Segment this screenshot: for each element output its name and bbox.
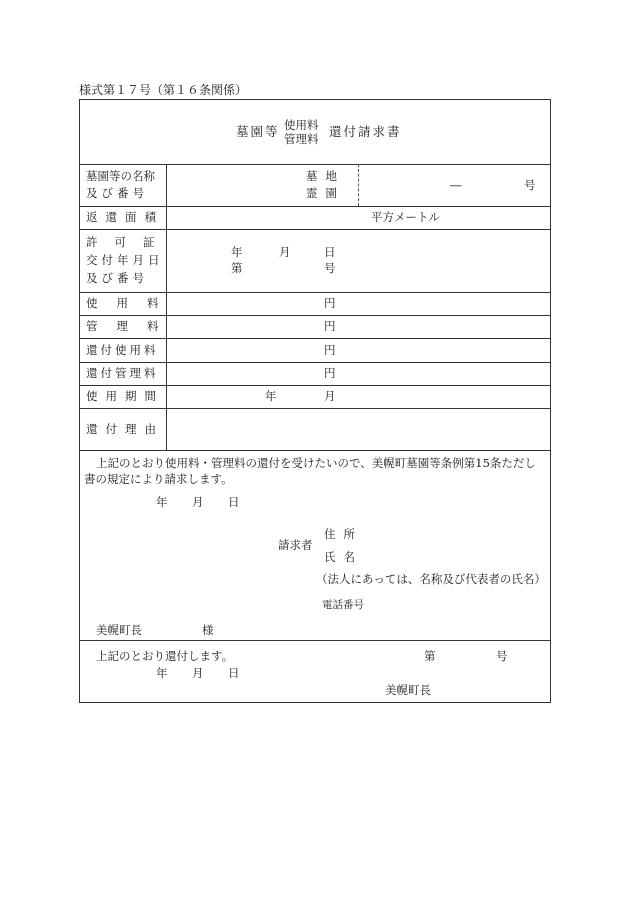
row-divider — [80, 292, 550, 293]
name-label-1: 墓園等の名称 — [86, 169, 155, 183]
row-divider — [80, 315, 550, 316]
row-divider — [80, 338, 550, 339]
refund-use-fee-label: 還付使用料 — [86, 343, 159, 357]
period-label: 使用期間 — [86, 389, 164, 403]
row-divider — [80, 229, 550, 230]
refund-manage-fee-yen: 円 — [324, 366, 336, 380]
approval-day: 日 — [228, 666, 240, 680]
row-divider — [80, 206, 550, 207]
request-year: 年 — [156, 495, 168, 509]
approval-go: 号 — [496, 649, 508, 663]
refund-use-fee-yen: 円 — [324, 343, 336, 357]
approval-dai: 第 — [424, 649, 436, 663]
spirit-garden-option: 霊園 — [306, 186, 345, 200]
corporate-note: （法人にあっては、名称及び代表者の氏名） — [316, 572, 546, 586]
permit-dai: 第 — [231, 261, 243, 275]
title-prefix: 墓園等 — [236, 124, 280, 139]
permit-year: 年 — [231, 245, 243, 259]
title-fee-manage: 管理料 — [284, 132, 319, 146]
row-divider — [80, 640, 550, 641]
manage-fee-label: 管理料 — [86, 319, 178, 333]
row-divider — [80, 362, 550, 363]
request-text-line1: 上記のとおり使用料・管理料の還付を受けたいので、美幌町墓園等条例第15条ただし — [96, 456, 536, 470]
refund-request-form — [79, 99, 551, 703]
use-fee-yen: 円 — [324, 296, 336, 310]
period-month: 月 — [324, 389, 336, 403]
name-label: 氏名 — [324, 550, 363, 564]
row-divider — [80, 408, 550, 409]
addressee: 美幌町長 — [96, 623, 142, 637]
title-suffix: 還付請求書 — [329, 124, 402, 139]
title-fee-use: 使用料 — [284, 118, 319, 132]
address-label: 住所 — [324, 527, 363, 541]
approval-month: 月 — [192, 666, 204, 680]
permit-day: 日 — [324, 245, 336, 259]
permit-go: 号 — [324, 261, 336, 275]
request-month: 月 — [192, 495, 204, 509]
claimant-label: 請求者 — [278, 538, 313, 552]
manage-fee-yen: 円 — [324, 319, 336, 333]
reason-label: 還付理由 — [86, 422, 164, 436]
addressee-sama: 様 — [202, 623, 214, 637]
permit-month: 月 — [279, 245, 291, 259]
phone-label: 電話番号 — [322, 599, 364, 611]
row-divider — [80, 450, 550, 451]
period-year: 年 — [265, 389, 277, 403]
request-day: 日 — [228, 495, 240, 509]
request-text-line2: 書の規定により請求します。 — [84, 472, 233, 486]
approval-text: 上記のとおり還付します。 — [96, 649, 234, 663]
cemetery-option: 墓地 — [306, 169, 345, 183]
area-unit: 平方メートル — [371, 210, 440, 224]
refund-manage-fee-label: 還付管理料 — [86, 366, 159, 380]
approval-mayor: 美幌町長 — [385, 683, 431, 697]
number-suffix: 号 — [524, 178, 536, 192]
use-fee-label: 使用料 — [86, 296, 178, 310]
dashed-divider — [358, 164, 359, 206]
permit-label-3: 及び番号 — [86, 271, 148, 285]
approval-year: 年 — [156, 666, 168, 680]
row-divider — [80, 164, 550, 165]
permit-label-1: 許可証 — [86, 235, 172, 249]
number-dash: ― — [450, 178, 462, 192]
permit-label-2: 交付年月日 — [86, 253, 164, 267]
row-divider — [80, 385, 550, 386]
name-label-2: 及び番号 — [86, 186, 148, 200]
form-number: 様式第１７号（第１６条関係） — [79, 83, 248, 97]
area-label: 返還面積 — [86, 210, 164, 224]
